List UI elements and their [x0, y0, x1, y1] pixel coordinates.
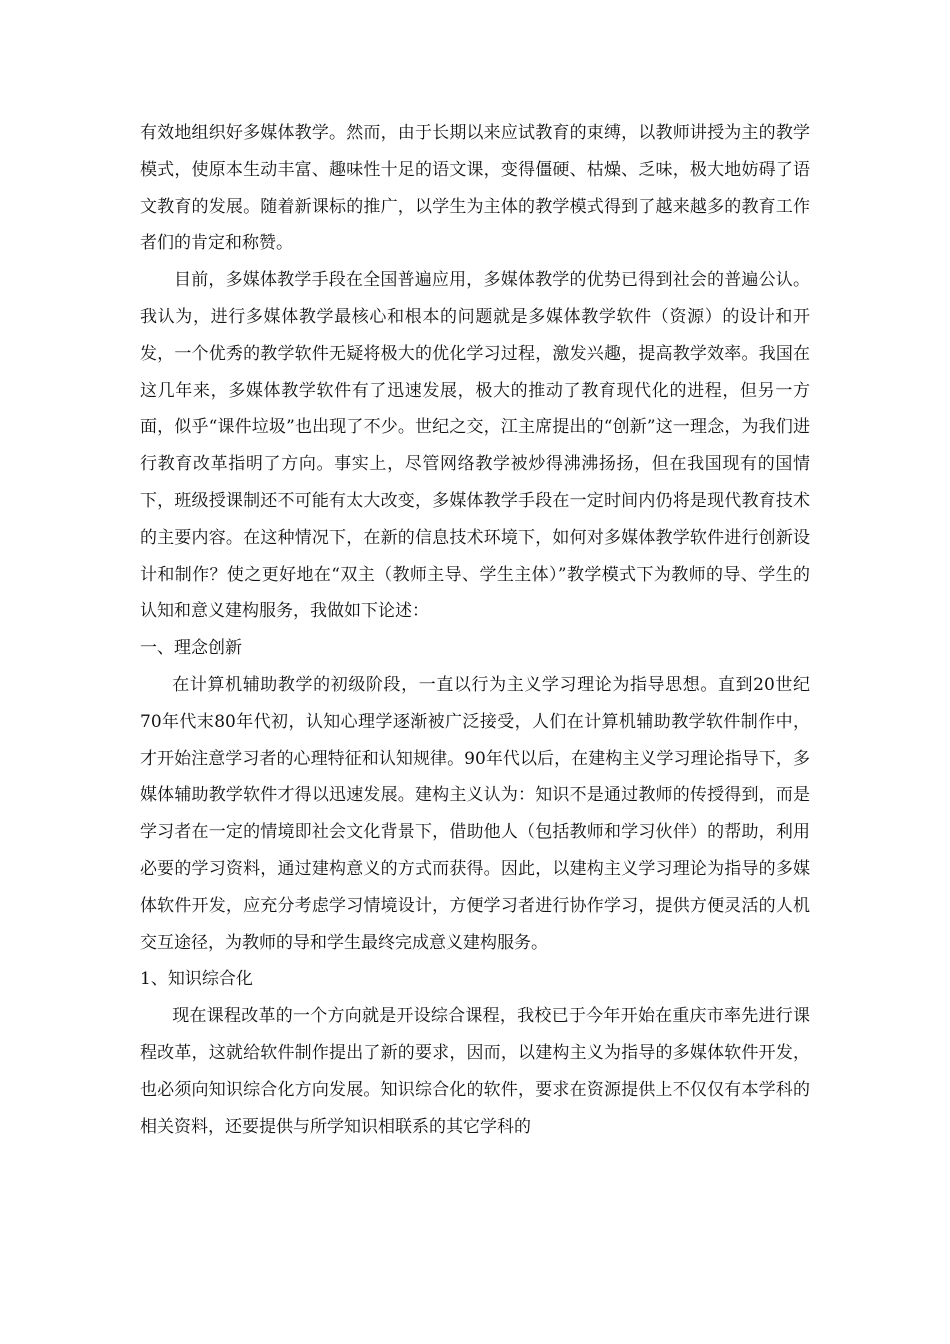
paragraph-constructivism: 在计算机辅助教学的初级阶段，一直以行为主义学习理论为指导思想。直到20世纪70年代末80年代初，认知心理学逐渐被广泛接受，人们在计算机辅助教学软件制作中，才开始注意学习者的心理特征和认知规律。90年代以后，在建构主义学习理论指导下，多媒体辅助教学软件才得以迅速发展。建构主义认为：知识不是通过教师的传授得到，而是学习者在一定的情境即社会文化背景下，借助他人（包括教师和学习伙伴）的帮助，利用必要的学习资料，通过建构意义的方式而获得。因此，以建构主义学习理论为指导的多媒体软件开发，应充分考虑学习情境设计，方便学习者进行协作学习，提供方便灵活的人机交互途径，为教师的导和学生最终完成意义建构服务。 — [140, 674, 810, 953]
paragraph-current-situation: 目前，多媒体教学手段在全国普遍应用，多媒体教学的优势已得到社会的普遍公认。我认为，进行多媒体教学最核心和根本的问题就是多媒体教学软件（资源）的设计和开发，一个优秀的教学软件无疑将极大的优化学习过程，激发兴趣，提高教学效率。我国在这几年来，多媒体教学软件有了迅速发展，极大的推动了教育现代化的进程，但另一方面，似乎“课件垃圾”也出现了不少。世纪之交，江主席提出的“创新”这一理念，为我们进行教育改革指明了方向。事实上，尽管网络教学被炒得沸沸扬扬，但在我国现有的国情下，班级授课制还不可能有太大改变，多媒体教学手段在一定时间内仍将是现代教育技术的主要内容。在这种情况下，在新的信息技术环境下，如何对多媒体教学软件进行创新设计和制作？使之更好地在“双主（教师主导、学生主体）”教学模式下为教师的导、学生的认知和意义建构服务，我做如下论述： — [140, 270, 810, 622]
section-heading-concept-innovation: 一、理念创新 — [140, 638, 242, 659]
subsection-heading-knowledge-integration: 1、知识综合化 — [140, 969, 253, 990]
paragraph-intro-continued: 有效地组织好多媒体教学。然而，由于长期以来应试教育的束缚，以教师讲授为主的教学模式，使原本生动丰富、趣味性十足的语文课，变得僵硬、枯燥、乏味，极大地妨碍了语文教育的发展。随着新课标的推广，以学生为主体的教学模式得到了越来越多的教育工作者们的肯定和称赞。 — [140, 123, 810, 254]
document-page — [140, 115, 810, 1145]
paragraph-integrated-curriculum: 现在课程改革的一个方向就是开设综合课程，我校已于今年开始在重庆市率先进行课程改革，这就给软件制作提出了新的要求，因而，以建构主义为指导的多媒体软件开发，也必须向知识综合化方向发展。知识综合化的软件，要求在资源提供上不仅仅有本学科的相关资料，还要提供与所学知识相联系的其它学科的 — [140, 1006, 810, 1137]
